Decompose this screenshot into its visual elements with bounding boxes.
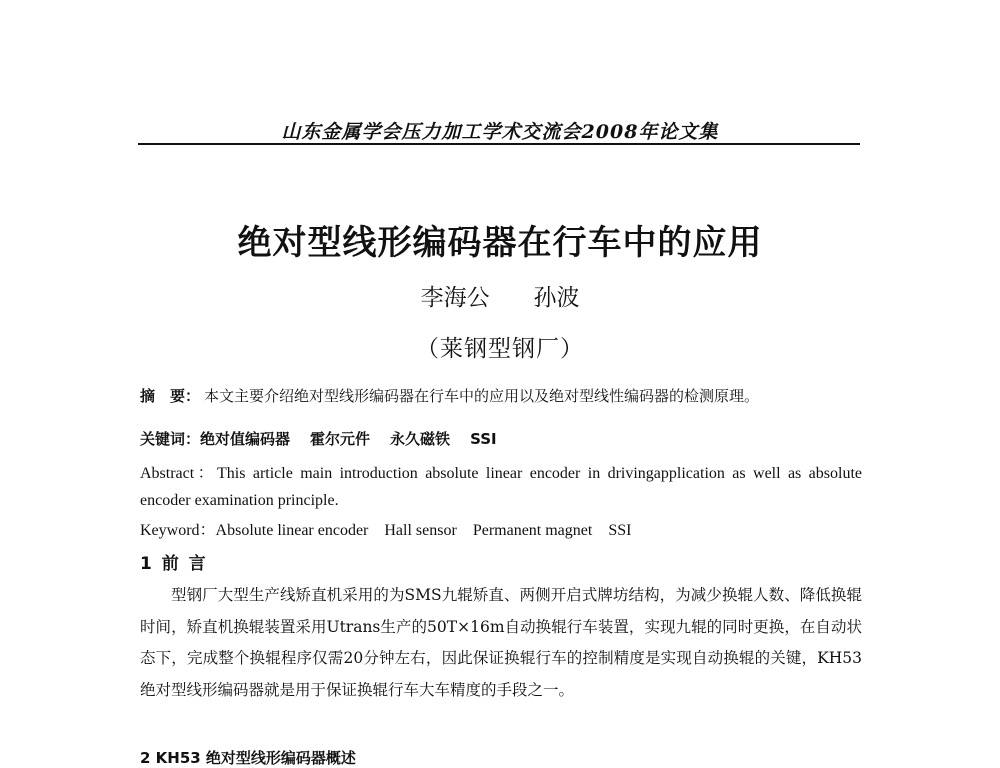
header-rule (138, 143, 860, 145)
abstract-cn-text: 本文主要介绍绝对型线形编码器在行车中的应用以及绝对型线性编码器的检测原理。 (204, 387, 760, 405)
keyword-en-2: Hall sensor (384, 522, 457, 539)
keywords-cn-label: 关键词： (140, 430, 201, 448)
section-1-heading: 1 前 言 (140, 554, 208, 574)
keywords-en-label: Keyword： (140, 522, 216, 539)
keyword-cn-3: 永久磁铁 (390, 430, 451, 448)
keyword-cn-1: 绝对值编码器 (200, 430, 291, 448)
author-2: 孙波 (533, 285, 580, 311)
keyword-cn-4: SSI (470, 430, 497, 448)
author-1: 李海公 (420, 285, 490, 311)
keyword-en-4: SSI (608, 522, 632, 539)
abstract-en-label: Abstract： (140, 465, 217, 482)
keywords-cn (140, 428, 862, 449)
abstract-en-text: This article main introduction absolute linear encoder in drivingapplication as well as absolute encoder examination principle. (140, 465, 862, 509)
abstract-cn (140, 385, 862, 406)
keyword-en-3: Permanent magnet (472, 522, 593, 539)
keywords-en (140, 517, 862, 540)
paper-title: 绝对型线形编码器在行车中的应用 (237, 223, 763, 263)
abstract-en (140, 460, 862, 514)
keyword-en-1: Absolute linear encoder (215, 522, 369, 539)
affiliation: （莱钢型钢厂） (416, 336, 584, 362)
section-2-heading: 2 KH53 绝对型线形编码器概述 (140, 749, 356, 767)
running-head: 山东金属学会压力加工学术交流会2008年论文集 (281, 121, 719, 143)
abstract-cn-label: 摘 要： (140, 387, 201, 405)
authors (0, 279, 1000, 312)
section-1-paragraph: 型钢厂大型生产线矫直机采用的为SMS九辊矫直、两侧开启式牌坊结构，为减少换辊人数、降低换辊时间，矫直机换辊装置采用Utrans生产的50T×16m自动换辊行车装置，实现九辊的同时更换，在自动状态下，完成整个换辊程序仅需20分钟左右，因此保证换辊行车的控制精度是实现自动换辊的关键，KH53绝对型线形编码器就是用于保证换辊行车大车精度的手段之一。 (140, 586, 862, 699)
keyword-cn-2: 霍尔元件 (310, 430, 371, 448)
